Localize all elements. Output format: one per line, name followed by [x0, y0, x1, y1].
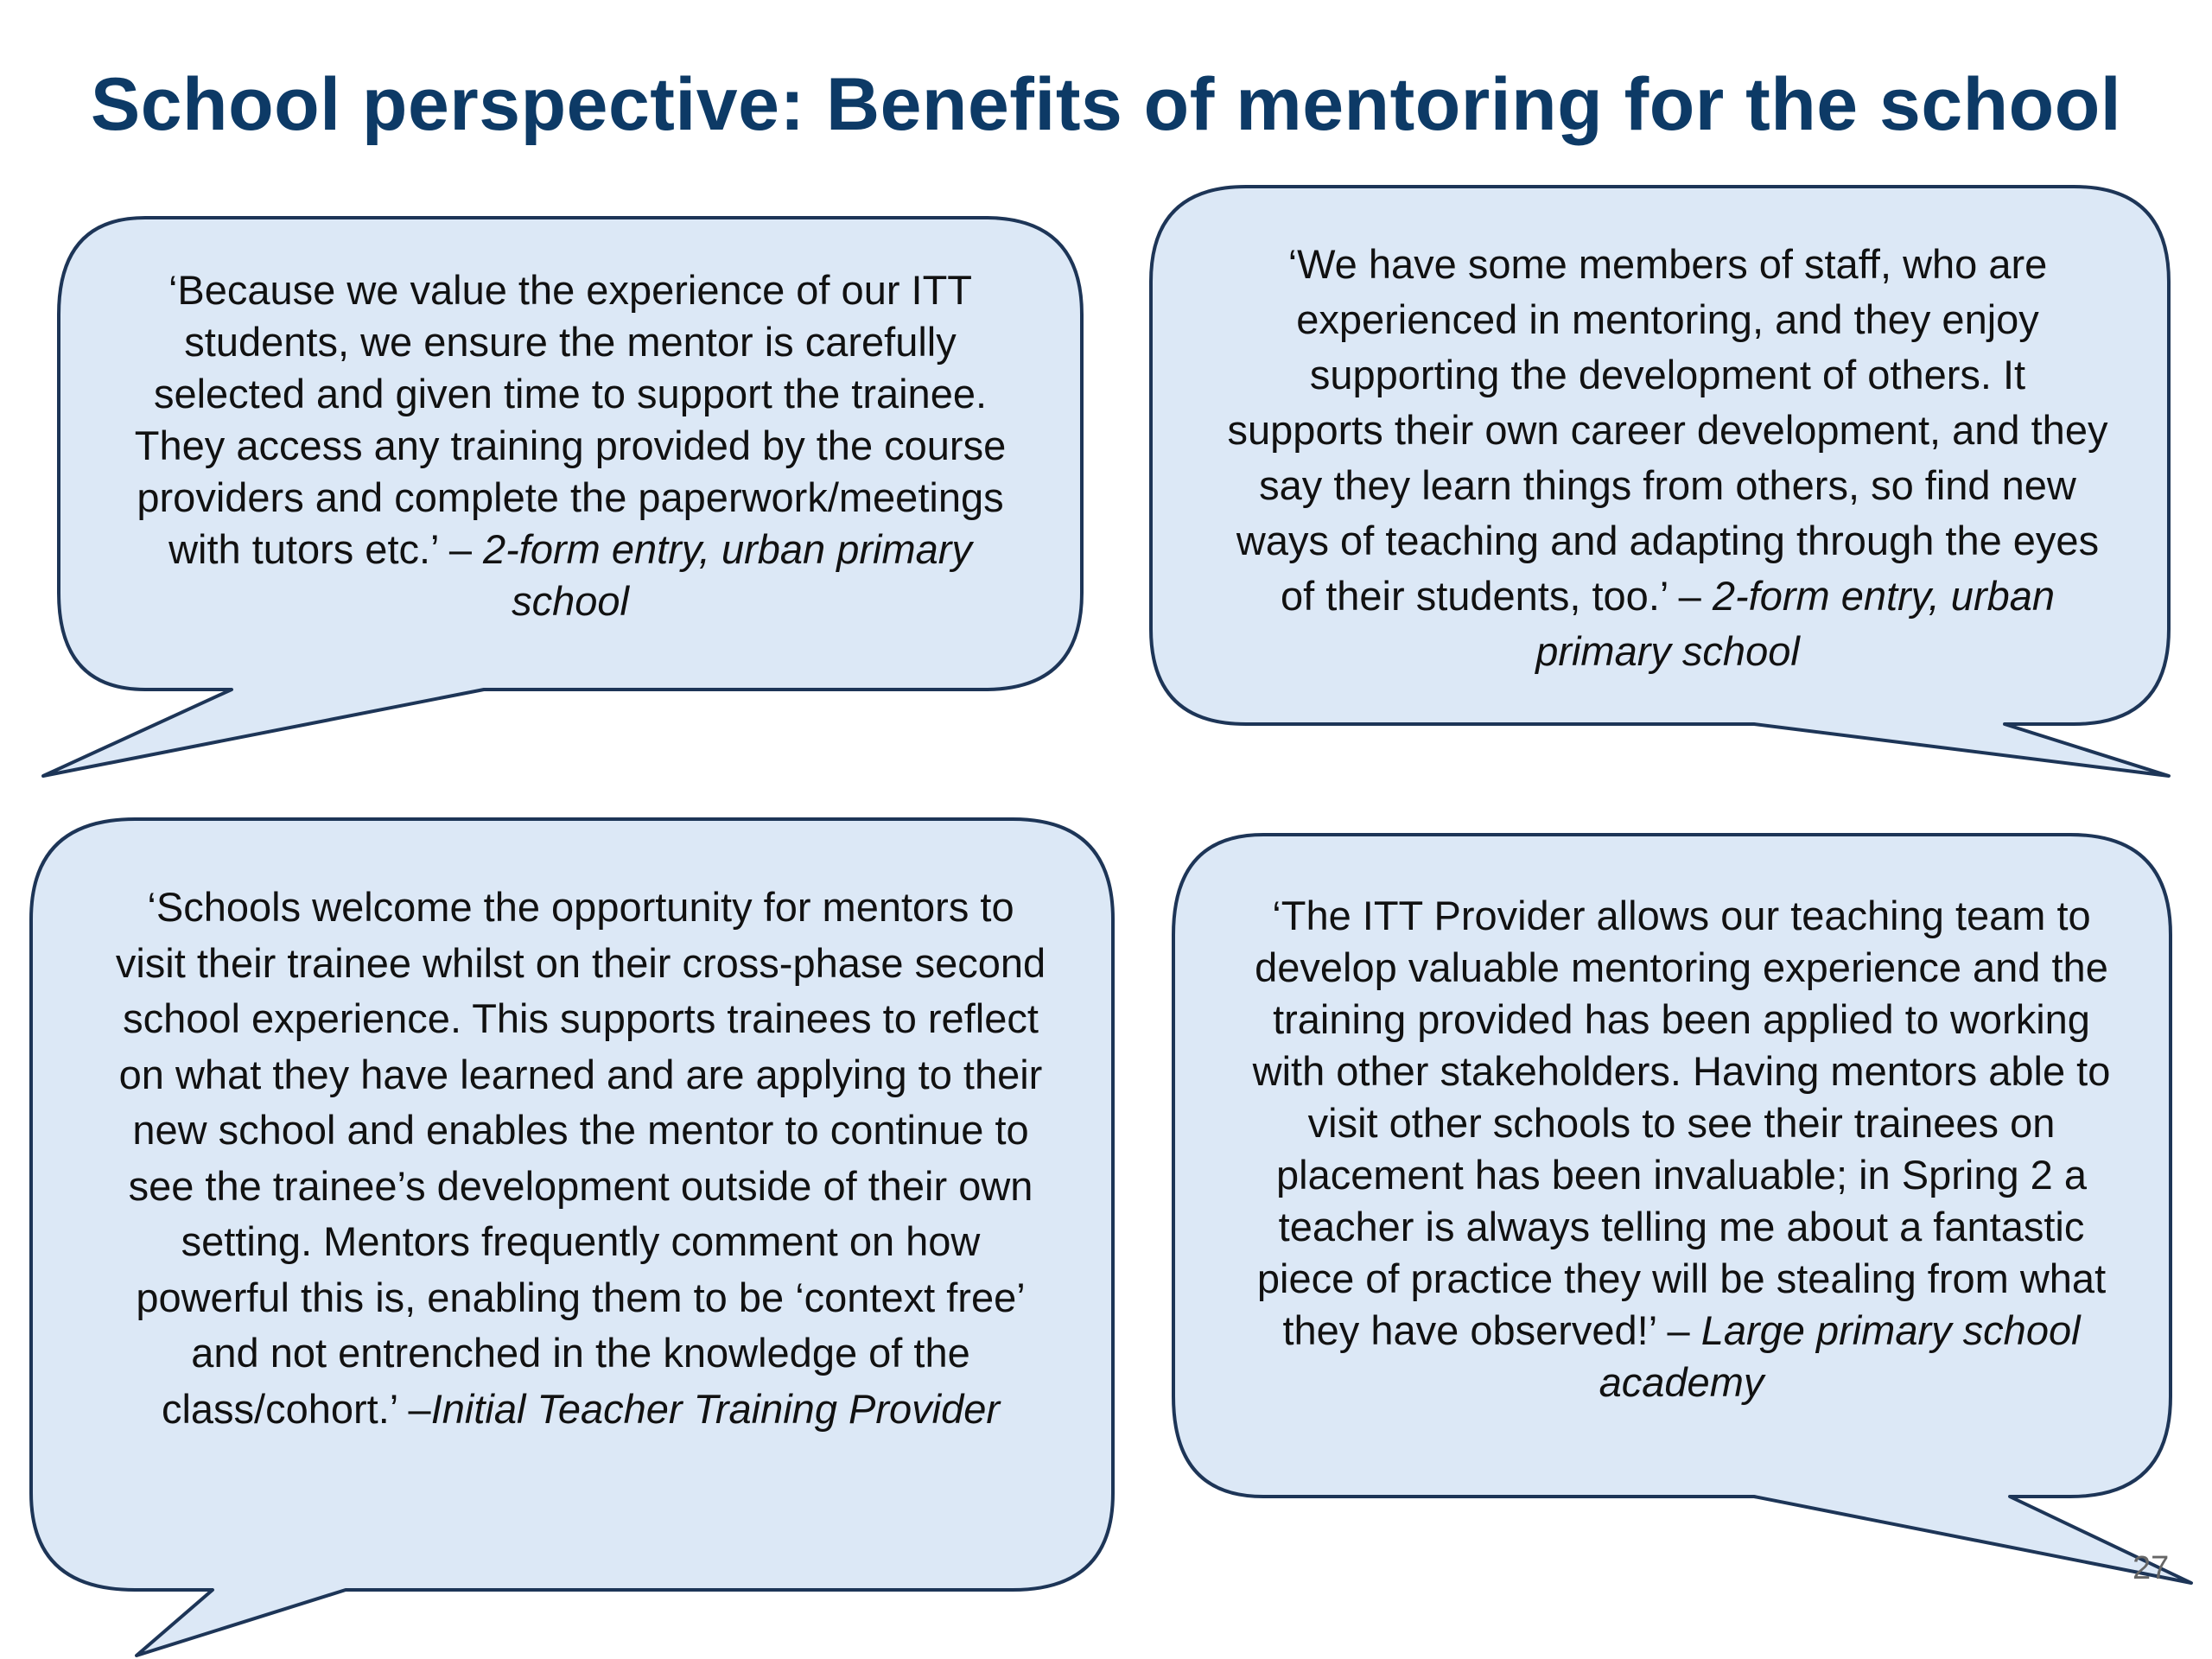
page-number: 27 [2133, 1550, 2170, 1586]
quote-3-text: ‘Schools welcome the opportunity for mentors to visit their trainee whilst on their cross-phase second school experience. This supports trainees to reflect on what they have learned and are applying to their new school and enables the mentor to continue to see the trainee’s development outside of their own setting. Mentors frequently comment on how powerful this is, enabling them to be ‘context free’ and not entrenched in the knowledge of the class/cohort.’ – [115, 884, 1046, 1432]
quote-3 [107, 880, 1054, 1437]
quote-2-text: ‘We have some members of staff, who are experienced in mentoring, and they enjoy supporting the development of others. It supports their own career development, and they say they learn things from others, so find new ways of teaching and adapting through the eyes of their students, too.’ – [1227, 241, 2108, 619]
quote-3-attribution: Initial Teacher Training Provider [430, 1385, 1001, 1432]
quote-4-text: ‘The ITT Provider allows our teaching team to develop valuable mentoring experience and the training provided has been applied to working with other stakeholders. Having mentors able to visit other schools to see their trainees on placement has been invaluable; in Spring 2 a teacher is always telling me about a fantastic piece of practice they will be stealing from what they have observed!’ – [1252, 893, 2111, 1353]
quote-4 [1249, 890, 2113, 1408]
page-title: School perspective: Benefits of mentoring for the school [90, 63, 2122, 146]
quote-4-attribution: Large primary school academy [1599, 1307, 2081, 1405]
quote-2-attribution: 2-form entry, urban primary school [1535, 573, 2056, 674]
quote-1 [130, 264, 1011, 627]
quote-1-text: ‘Because we value the experience of our ITT students, we ensure the mentor is carefully selected and given time to support the trainee. They access any training provided by the course providers and complete the paperwork/meetings with tutors etc.’ – [134, 267, 1007, 572]
quote-1-attribution: 2-form entry, urban primary school [483, 526, 972, 624]
quote-2 [1227, 237, 2108, 679]
